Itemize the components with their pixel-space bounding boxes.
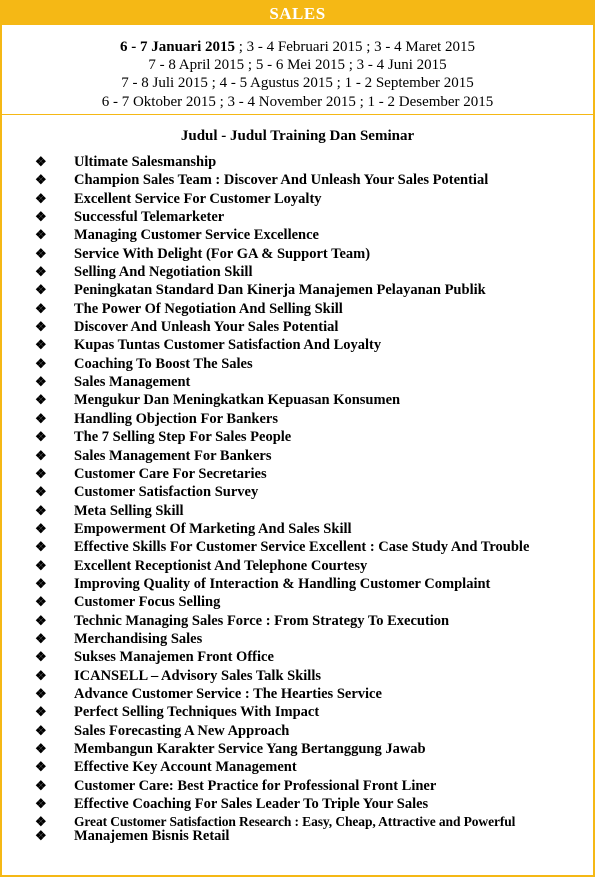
topic-label: Selling And Negotiation Skill bbox=[74, 264, 253, 281]
diamond-bullet-icon: ❖ bbox=[35, 282, 47, 298]
schedule-block bbox=[2, 25, 593, 114]
schedule-line-rest: ; 3 - 4 Februari 2015 ; 3 - 4 Maret 2015 bbox=[235, 39, 475, 55]
list-item bbox=[2, 318, 593, 336]
diamond-bullet-icon: ❖ bbox=[35, 630, 47, 646]
diamond-bullet-icon: ❖ bbox=[35, 502, 47, 518]
list-item bbox=[2, 226, 593, 244]
diamond-bullet-icon: ❖ bbox=[35, 264, 47, 280]
diamond-bullet-icon: ❖ bbox=[35, 319, 47, 335]
diamond-bullet-icon: ❖ bbox=[35, 447, 47, 463]
diamond-bullet-icon: ❖ bbox=[35, 227, 47, 243]
diamond-bullet-icon: ❖ bbox=[35, 827, 47, 843]
list-item bbox=[2, 410, 593, 428]
section-header bbox=[2, 2, 593, 25]
diamond-bullet-icon: ❖ bbox=[35, 429, 47, 445]
schedule-line: 6 - 7 Oktober 2015 ; 3 - 4 November 2015 ; 1 - 2 Desember 2015 bbox=[101, 93, 494, 110]
list-item bbox=[2, 355, 593, 373]
list-item bbox=[2, 667, 593, 685]
diamond-bullet-icon: ❖ bbox=[35, 649, 47, 665]
topic-label: Meta Selling Skill bbox=[74, 502, 184, 519]
topic-label: The 7 Selling Step For Sales People bbox=[74, 429, 292, 446]
diamond-bullet-icon: ❖ bbox=[35, 575, 47, 591]
list-item bbox=[2, 703, 593, 721]
diamond-bullet-icon: ❖ bbox=[35, 539, 47, 555]
topic-label: Mengukur Dan Meningkatkan Kepuasan Konsumen bbox=[74, 392, 401, 409]
list-item bbox=[2, 827, 593, 845]
topic-label: Discover And Unleash Your Sales Potential bbox=[74, 319, 339, 336]
topic-label: Improving Quality of Interaction & Handling Customer Complaint bbox=[74, 575, 491, 592]
list-item bbox=[2, 153, 593, 171]
diamond-bullet-icon: ❖ bbox=[35, 300, 47, 316]
list-item bbox=[2, 557, 593, 575]
topic-label: Customer Satisfaction Survey bbox=[74, 484, 259, 501]
list-item bbox=[2, 648, 593, 666]
schedule-line bbox=[2, 38, 593, 56]
schedule-line: 7 - 8 Juli 2015 ; 4 - 5 Agustus 2015 ; 1 - 2 September 2015 bbox=[121, 75, 474, 92]
diamond-bullet-icon: ❖ bbox=[35, 355, 47, 371]
topic-label: Customer Care: Best Practice for Professional Front Liner bbox=[74, 777, 437, 794]
topic-label: Kupas Tuntas Customer Satisfaction And Loyalty bbox=[74, 337, 382, 354]
diamond-bullet-icon: ❖ bbox=[35, 814, 47, 830]
diamond-bullet-icon: ❖ bbox=[35, 557, 47, 573]
diamond-bullet-icon: ❖ bbox=[35, 594, 47, 610]
topic-label: Service With Delight (For GA & Support Team) bbox=[74, 245, 371, 262]
diamond-bullet-icon: ❖ bbox=[35, 172, 47, 188]
list-item bbox=[2, 685, 593, 703]
diamond-bullet-icon: ❖ bbox=[35, 337, 47, 353]
diamond-bullet-icon: ❖ bbox=[35, 759, 47, 775]
topic-label: Managing Customer Service Excellence bbox=[74, 227, 319, 244]
list-item bbox=[2, 190, 593, 208]
diamond-bullet-icon: ❖ bbox=[35, 484, 47, 500]
diamond-bullet-icon: ❖ bbox=[35, 685, 47, 701]
list-item bbox=[2, 391, 593, 409]
topic-list bbox=[2, 153, 593, 845]
list-item bbox=[2, 520, 593, 538]
topic-label: Sukses Manajemen Front Office bbox=[74, 649, 274, 666]
topic-label: Sales Forecasting A New Approach bbox=[74, 722, 290, 739]
list-item bbox=[2, 777, 593, 795]
topic-label: Customer Focus Selling bbox=[74, 594, 221, 611]
diamond-bullet-icon: ❖ bbox=[35, 410, 47, 426]
topic-label: Sales Management For Bankers bbox=[74, 447, 272, 464]
list-item bbox=[2, 722, 593, 740]
list-item bbox=[2, 171, 593, 189]
list-item bbox=[2, 593, 593, 611]
topic-label: Peningkatan Standard Dan Kinerja Manajemen Pelayanan Publik bbox=[74, 282, 486, 299]
diamond-bullet-icon: ❖ bbox=[35, 667, 47, 683]
diamond-bullet-icon: ❖ bbox=[35, 374, 47, 390]
diamond-bullet-icon: ❖ bbox=[35, 392, 47, 408]
topic-label: Coaching To Boost The Sales bbox=[74, 355, 253, 372]
topic-label: Advance Customer Service : The Hearties Service bbox=[74, 685, 382, 702]
diamond-bullet-icon: ❖ bbox=[35, 465, 47, 481]
diamond-bullet-icon: ❖ bbox=[35, 704, 47, 720]
topic-label: Successful Telemarketer bbox=[74, 209, 225, 226]
topic-label: Merchandising Sales bbox=[74, 630, 203, 647]
list-item bbox=[2, 245, 593, 263]
diamond-bullet-icon: ❖ bbox=[35, 245, 47, 261]
topic-label: Ultimate Salesmanship bbox=[74, 154, 217, 170]
topic-label: Handling Objection For Bankers bbox=[74, 410, 278, 427]
topic-label: Excellent Receptionist And Telephone Courtesy bbox=[74, 557, 368, 574]
list-item bbox=[2, 758, 593, 776]
list-item bbox=[2, 538, 593, 556]
list-item bbox=[2, 428, 593, 446]
list-item bbox=[2, 795, 593, 813]
list-item bbox=[2, 373, 593, 391]
list-item bbox=[2, 300, 593, 318]
list-item bbox=[2, 630, 593, 648]
topic-label: Technic Managing Sales Force : From Strategy To Execution bbox=[74, 612, 450, 629]
list-item bbox=[2, 465, 593, 483]
divider bbox=[2, 114, 593, 115]
diamond-bullet-icon: ❖ bbox=[35, 520, 47, 536]
list-item bbox=[2, 281, 593, 299]
list-item bbox=[2, 483, 593, 501]
topic-label: ICANSELL – Advisory Sales Talk Skills bbox=[74, 667, 322, 684]
schedule-line: 7 - 8 April 2015 ; 5 - 6 Mei 2015 ; 3 - 4 Juni 2015 bbox=[148, 57, 447, 74]
diamond-bullet-icon: ❖ bbox=[35, 612, 47, 628]
diamond-bullet-icon: ❖ bbox=[35, 796, 47, 812]
list-item bbox=[2, 740, 593, 758]
list-item bbox=[2, 575, 593, 593]
diamond-bullet-icon: ❖ bbox=[35, 154, 47, 169]
list-item bbox=[2, 208, 593, 226]
section-title: SALES bbox=[269, 4, 326, 23]
topic-label: Effective Key Account Management bbox=[74, 759, 297, 776]
topic-label: Manajemen Bisnis Retail bbox=[74, 827, 230, 844]
diamond-bullet-icon: ❖ bbox=[35, 190, 47, 206]
topic-label: Great Customer Satisfaction Research : Easy, Cheap, Attractive and Powerful bbox=[74, 814, 516, 830]
topic-label: Effective Coaching For Sales Leader To Triple Your Sales bbox=[74, 796, 429, 813]
topic-label: Excellent Service For Customer Loyalty bbox=[74, 190, 322, 207]
diamond-bullet-icon: ❖ bbox=[35, 722, 47, 738]
topic-label: Sales Management bbox=[74, 374, 191, 391]
topic-label: The Power Of Negotiation And Selling Skill bbox=[74, 300, 343, 317]
topic-label: Customer Care For Secretaries bbox=[74, 465, 267, 482]
topic-label: Empowerment Of Marketing And Sales Skill bbox=[74, 520, 352, 537]
topic-label: Champion Sales Team : Discover And Unleash Your Sales Potential bbox=[74, 172, 489, 189]
list-item bbox=[2, 447, 593, 465]
list-item bbox=[2, 263, 593, 281]
diamond-bullet-icon: ❖ bbox=[35, 741, 47, 756]
diamond-bullet-icon: ❖ bbox=[35, 777, 47, 793]
list-item bbox=[2, 336, 593, 354]
list-item bbox=[2, 612, 593, 630]
topic-label: Perfect Selling Techniques With Impact bbox=[74, 704, 320, 721]
topic-label: Effective Skills For Customer Service Excellent : Case Study And Trouble bbox=[74, 539, 530, 556]
list-item bbox=[2, 502, 593, 520]
topics-title: Judul - Judul Training Dan Seminar bbox=[180, 128, 415, 144]
diamond-bullet-icon: ❖ bbox=[35, 209, 47, 225]
schedule-first-date: 6 - 7 Januari 2015 bbox=[120, 39, 236, 55]
topic-label: Membangun Karakter Service Yang Bertanggung Jawab bbox=[74, 741, 426, 757]
